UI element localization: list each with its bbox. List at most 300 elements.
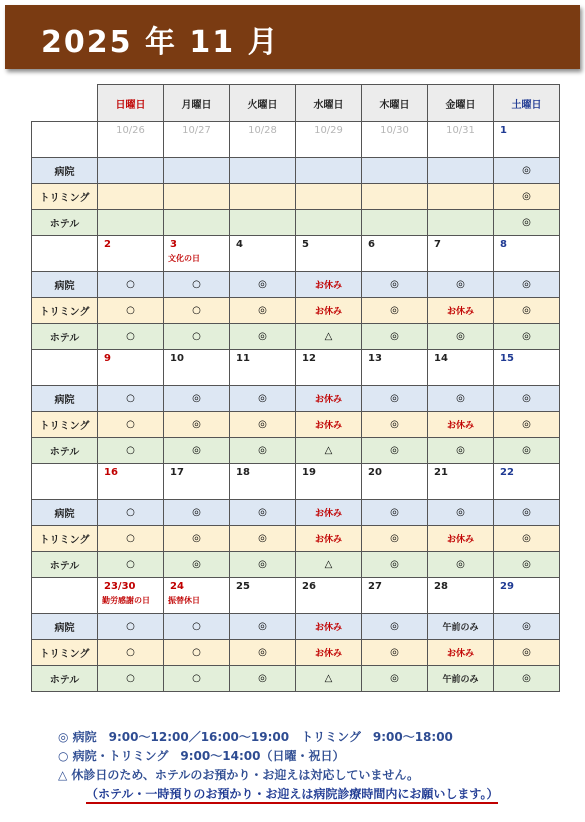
date-cell <box>428 350 494 386</box>
header-corner <box>32 85 98 122</box>
status-cell <box>230 210 296 236</box>
status-cell <box>164 438 230 464</box>
status-cell <box>230 412 296 438</box>
status-cell <box>494 438 560 464</box>
status-mark: ◎ <box>522 305 531 316</box>
date-number: 29 <box>500 581 514 592</box>
status-mark: ◎ <box>390 393 399 404</box>
date-cell <box>428 236 494 272</box>
status-cell <box>164 210 230 236</box>
date-number: 26 <box>302 581 316 592</box>
status-mark: ◎ <box>390 533 399 544</box>
status-cell <box>428 272 494 298</box>
holiday-name: 文化の日 <box>168 254 200 263</box>
date-cell <box>494 578 560 614</box>
status-cell <box>98 298 164 324</box>
weekday-header: 木曜日 <box>362 85 428 122</box>
date-number: 16 <box>104 467 118 478</box>
page-header <box>5 5 580 69</box>
status-cell <box>230 500 296 526</box>
status-mark: お休み <box>314 307 342 317</box>
status-mark: ○ <box>192 673 201 684</box>
date-cell <box>230 578 296 614</box>
status-mark: ◎ <box>390 279 399 290</box>
status-mark: お休み <box>314 649 342 659</box>
date-row-label-cell <box>32 464 98 500</box>
status-mark: ◎ <box>258 419 267 430</box>
date-cell <box>428 464 494 500</box>
status-mark: ◎ <box>522 419 531 430</box>
status-cell <box>230 184 296 210</box>
status-cell <box>296 614 362 640</box>
status-mark: お休み <box>446 535 474 545</box>
status-mark: お休み <box>314 623 342 633</box>
service-row-hotel <box>32 666 560 692</box>
status-mark: ◎ <box>258 533 267 544</box>
date-number: 3 <box>170 239 177 250</box>
date-number: 10/31 <box>446 125 475 136</box>
status-mark: ◎ <box>456 559 465 570</box>
status-cell <box>296 412 362 438</box>
status-mark: ○ <box>192 621 201 632</box>
status-cell <box>362 666 428 692</box>
status-mark: ◎ <box>192 559 201 570</box>
status-mark: ◎ <box>390 559 399 570</box>
status-mark: 午前のみ <box>442 675 479 685</box>
status-cell <box>362 158 428 184</box>
status-cell <box>230 324 296 350</box>
service-label: トリミング <box>32 526 98 552</box>
status-cell <box>98 438 164 464</box>
date-row <box>32 464 560 500</box>
date-number: 24 <box>170 581 184 592</box>
date-number: 10/27 <box>182 125 211 136</box>
status-mark: ◎ <box>258 559 267 570</box>
status-mark: ◎ <box>258 331 267 342</box>
weekday-header-row <box>32 85 560 122</box>
date-cell <box>230 236 296 272</box>
date-row <box>32 122 560 158</box>
service-label: ホテル <box>32 438 98 464</box>
service-row-hospital <box>32 272 560 298</box>
date-cell <box>296 578 362 614</box>
weekday-header: 火曜日 <box>230 85 296 122</box>
status-cell <box>164 158 230 184</box>
date-number: 1 <box>500 125 507 136</box>
status-mark: ◎ <box>522 191 531 202</box>
date-cell <box>230 464 296 500</box>
status-cell <box>362 324 428 350</box>
service-label: トリミング <box>32 412 98 438</box>
date-number: 10/28 <box>248 125 277 136</box>
service-row-hotel <box>32 552 560 578</box>
status-cell <box>230 272 296 298</box>
service-row-hospital <box>32 158 560 184</box>
status-cell <box>164 552 230 578</box>
status-mark: ◎ <box>522 279 531 290</box>
service-label: トリミング <box>32 298 98 324</box>
date-cell <box>164 578 230 614</box>
status-cell <box>164 272 230 298</box>
status-cell <box>494 272 560 298</box>
status-mark: ◎ <box>390 507 399 518</box>
status-cell <box>362 614 428 640</box>
date-number: 2 <box>104 239 111 250</box>
date-cell <box>362 122 428 158</box>
status-cell <box>98 552 164 578</box>
status-mark: ○ <box>126 621 135 632</box>
date-cell <box>98 122 164 158</box>
status-cell <box>494 500 560 526</box>
status-mark: ◎ <box>522 673 531 684</box>
status-cell <box>296 158 362 184</box>
date-cell <box>362 464 428 500</box>
status-mark: △ <box>324 559 333 570</box>
date-row-label-cell <box>32 578 98 614</box>
status-cell <box>362 272 428 298</box>
date-number: 7 <box>434 239 441 250</box>
status-cell <box>362 438 428 464</box>
status-mark: お休み <box>314 509 342 519</box>
status-cell <box>98 412 164 438</box>
status-cell <box>98 386 164 412</box>
status-cell <box>230 526 296 552</box>
date-cell <box>494 122 560 158</box>
status-mark: お休み <box>446 649 474 659</box>
date-number: 17 <box>170 467 184 478</box>
status-cell <box>164 298 230 324</box>
status-mark: ◎ <box>522 165 531 176</box>
date-number: 11 <box>236 353 250 364</box>
date-number: 10/26 <box>116 125 145 136</box>
status-mark: ◎ <box>522 507 531 518</box>
service-label: ホテル <box>32 552 98 578</box>
date-cell <box>98 236 164 272</box>
status-cell <box>296 640 362 666</box>
status-mark: ◎ <box>522 647 531 658</box>
status-mark: ◎ <box>258 621 267 632</box>
status-cell <box>428 386 494 412</box>
date-cell <box>296 350 362 386</box>
status-mark: ○ <box>192 331 201 342</box>
status-mark: ◎ <box>522 621 531 632</box>
legend-note-double-circle: ◎ 病院 9:00～12:00／16:00～19:00 トリミング 9:00～18:00 <box>58 730 453 744</box>
date-number: 19 <box>302 467 316 478</box>
service-label: トリミング <box>32 640 98 666</box>
status-mark: ◎ <box>258 647 267 658</box>
service-label: 病院 <box>32 614 98 640</box>
date-number: 5 <box>302 239 309 250</box>
status-cell <box>98 324 164 350</box>
status-cell <box>362 526 428 552</box>
date-number: 23/30 <box>104 581 136 592</box>
status-cell <box>428 552 494 578</box>
status-cell <box>428 412 494 438</box>
status-cell <box>296 666 362 692</box>
status-mark: ◎ <box>390 673 399 684</box>
date-number: 9 <box>104 353 111 364</box>
status-cell <box>296 272 362 298</box>
date-number: 21 <box>434 467 448 478</box>
status-mark: お休み <box>314 421 342 431</box>
status-mark: ◎ <box>522 559 531 570</box>
status-cell <box>494 412 560 438</box>
date-number: 13 <box>368 353 382 364</box>
date-number: 27 <box>368 581 382 592</box>
date-cell <box>98 350 164 386</box>
status-cell <box>164 666 230 692</box>
status-cell <box>494 552 560 578</box>
status-mark: ○ <box>126 419 135 430</box>
service-row-trimming <box>32 298 560 324</box>
date-cell <box>98 464 164 500</box>
status-mark: ○ <box>126 647 135 658</box>
status-mark: ◎ <box>390 621 399 632</box>
service-row-trimming <box>32 640 560 666</box>
status-cell <box>230 666 296 692</box>
status-mark: △ <box>324 673 333 684</box>
holiday-name: 振替休日 <box>168 596 200 605</box>
service-row-trimming <box>32 412 560 438</box>
status-cell <box>230 386 296 412</box>
date-number: 10/29 <box>314 125 343 136</box>
date-cell <box>428 578 494 614</box>
status-cell <box>362 640 428 666</box>
status-mark: ◎ <box>390 647 399 658</box>
date-cell <box>494 236 560 272</box>
status-cell <box>98 210 164 236</box>
status-cell <box>428 666 494 692</box>
status-cell <box>296 552 362 578</box>
status-cell <box>494 184 560 210</box>
status-mark: ◎ <box>390 331 399 342</box>
date-cell <box>164 350 230 386</box>
status-mark: 午前のみ <box>442 623 479 633</box>
date-number: 6 <box>368 239 375 250</box>
date-row-label-cell <box>32 122 98 158</box>
status-cell <box>230 438 296 464</box>
legend-note-circle: ○ 病院・トリミング 9:00～14:00（日曜・祝日） <box>58 749 345 763</box>
status-mark: ○ <box>126 559 135 570</box>
status-mark: ◎ <box>522 393 531 404</box>
status-cell <box>164 412 230 438</box>
service-row-hospital <box>32 500 560 526</box>
date-cell <box>494 350 560 386</box>
status-cell <box>296 386 362 412</box>
service-label: トリミング <box>32 184 98 210</box>
service-label: 病院 <box>32 500 98 526</box>
status-cell <box>164 184 230 210</box>
date-cell <box>164 236 230 272</box>
weekday-header: 水曜日 <box>296 85 362 122</box>
status-mark: お休み <box>314 395 342 405</box>
status-mark: お休み <box>314 281 342 291</box>
service-label: 病院 <box>32 272 98 298</box>
calendar-table <box>31 84 560 692</box>
status-mark: ◎ <box>522 331 531 342</box>
status-cell <box>164 500 230 526</box>
service-label: 病院 <box>32 386 98 412</box>
status-mark: ◎ <box>456 279 465 290</box>
status-cell <box>98 640 164 666</box>
date-cell <box>362 236 428 272</box>
date-number: 18 <box>236 467 250 478</box>
service-row-hospital <box>32 386 560 412</box>
date-number: 14 <box>434 353 448 364</box>
status-cell <box>296 210 362 236</box>
status-cell <box>494 526 560 552</box>
status-cell <box>494 666 560 692</box>
status-cell <box>362 184 428 210</box>
status-cell <box>428 614 494 640</box>
status-cell <box>362 298 428 324</box>
date-cell <box>230 350 296 386</box>
status-mark: ○ <box>126 507 135 518</box>
date-cell <box>494 464 560 500</box>
status-mark: ◎ <box>522 217 531 228</box>
status-cell <box>362 386 428 412</box>
status-mark: ◎ <box>456 331 465 342</box>
status-mark: ◎ <box>456 507 465 518</box>
status-mark: ◎ <box>258 393 267 404</box>
status-cell <box>230 552 296 578</box>
legend-notes <box>58 728 578 804</box>
status-mark: ○ <box>192 305 201 316</box>
status-cell <box>164 526 230 552</box>
status-cell <box>164 324 230 350</box>
status-mark: △ <box>324 445 333 456</box>
status-cell <box>362 210 428 236</box>
status-cell <box>428 526 494 552</box>
status-cell <box>296 298 362 324</box>
service-row-hotel <box>32 324 560 350</box>
status-cell <box>494 324 560 350</box>
status-cell <box>362 500 428 526</box>
status-cell <box>428 438 494 464</box>
date-cell <box>164 122 230 158</box>
status-mark: ◎ <box>390 445 399 456</box>
status-cell <box>362 412 428 438</box>
service-row-hotel <box>32 210 560 236</box>
date-cell <box>98 578 164 614</box>
service-row-trimming <box>32 526 560 552</box>
status-cell <box>98 614 164 640</box>
status-mark: ○ <box>126 331 135 342</box>
weekday-header: 金曜日 <box>428 85 494 122</box>
status-mark: お休み <box>446 421 474 431</box>
date-number: 15 <box>500 353 514 364</box>
status-mark: ○ <box>126 445 135 456</box>
status-mark: ◎ <box>192 393 201 404</box>
date-number: 12 <box>302 353 316 364</box>
date-number: 25 <box>236 581 250 592</box>
date-row <box>32 350 560 386</box>
status-cell <box>494 158 560 184</box>
date-cell <box>428 122 494 158</box>
date-number: 28 <box>434 581 448 592</box>
service-row-hospital <box>32 614 560 640</box>
date-row-label-cell <box>32 236 98 272</box>
status-cell <box>230 298 296 324</box>
status-mark: ◎ <box>192 533 201 544</box>
status-mark: ◎ <box>390 305 399 316</box>
weekday-header: 月曜日 <box>164 85 230 122</box>
status-mark: ○ <box>126 533 135 544</box>
status-mark: ◎ <box>258 507 267 518</box>
service-row-trimming <box>32 184 560 210</box>
status-cell <box>296 438 362 464</box>
status-mark: ○ <box>192 647 201 658</box>
status-cell <box>296 184 362 210</box>
date-cell <box>296 122 362 158</box>
status-cell <box>494 210 560 236</box>
service-label: ホテル <box>32 210 98 236</box>
status-cell <box>230 614 296 640</box>
service-row-hotel <box>32 438 560 464</box>
status-cell <box>98 158 164 184</box>
status-cell <box>494 640 560 666</box>
status-cell <box>164 614 230 640</box>
status-mark: ◎ <box>522 445 531 456</box>
status-cell <box>494 386 560 412</box>
status-mark: △ <box>324 331 333 342</box>
date-cell <box>164 464 230 500</box>
legend-note-triangle: △ 休診日のため、ホテルのお預かり・お迎えは対応していません。 <box>58 768 420 782</box>
date-cell <box>296 464 362 500</box>
weekday-header: 日曜日 <box>98 85 164 122</box>
status-cell <box>164 640 230 666</box>
status-cell <box>296 324 362 350</box>
date-row <box>32 578 560 614</box>
status-cell <box>230 640 296 666</box>
status-mark: ◎ <box>456 393 465 404</box>
status-mark: ○ <box>126 673 135 684</box>
date-number: 10 <box>170 353 184 364</box>
status-cell <box>98 666 164 692</box>
status-mark: お休み <box>446 307 474 317</box>
holiday-name: 勤労感謝の日 <box>102 596 150 605</box>
status-mark: お休み <box>314 535 342 545</box>
date-cell <box>230 122 296 158</box>
status-mark: ◎ <box>192 445 201 456</box>
status-mark: ○ <box>192 279 201 290</box>
status-mark: ◎ <box>192 419 201 430</box>
status-cell <box>428 158 494 184</box>
date-number: 20 <box>368 467 382 478</box>
status-mark: ◎ <box>192 507 201 518</box>
status-cell <box>296 500 362 526</box>
date-number: 22 <box>500 467 514 478</box>
status-cell <box>428 324 494 350</box>
date-row-label-cell <box>32 350 98 386</box>
page-title: 2025 年 11 月 <box>41 25 280 60</box>
status-cell <box>164 386 230 412</box>
date-number: 8 <box>500 239 507 250</box>
status-mark: ◎ <box>258 445 267 456</box>
date-number: 10/30 <box>380 125 409 136</box>
status-mark: ◎ <box>258 673 267 684</box>
status-cell <box>428 500 494 526</box>
status-cell <box>428 640 494 666</box>
service-label: ホテル <box>32 324 98 350</box>
status-mark: ◎ <box>522 533 531 544</box>
status-cell <box>98 526 164 552</box>
status-cell <box>494 298 560 324</box>
status-mark: ◎ <box>390 419 399 430</box>
status-mark: ○ <box>126 393 135 404</box>
date-cell <box>362 578 428 614</box>
status-cell <box>230 158 296 184</box>
